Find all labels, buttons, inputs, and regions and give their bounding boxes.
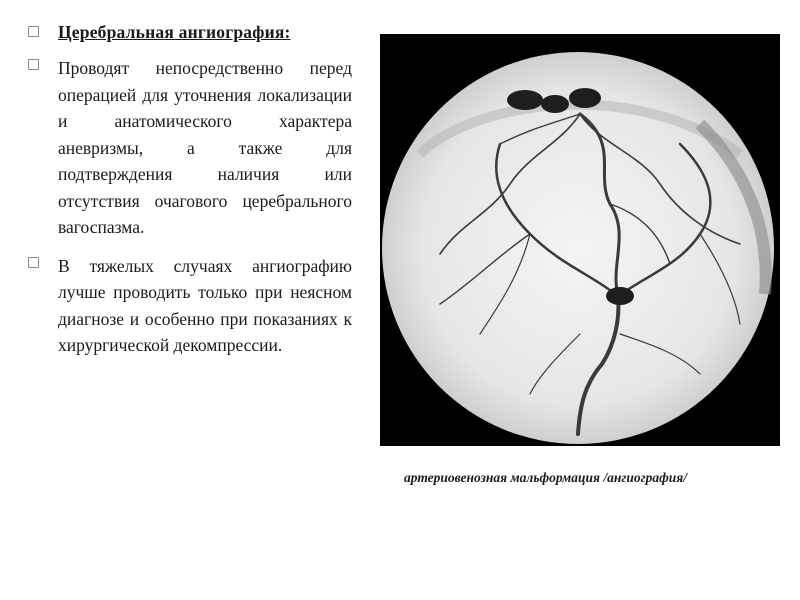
bullet-text: Проводят непосредственно перед операцией для уточнения локализации и анатомического характера аневризмы, а также для подтверждения наличия или отсутствия очагового церебрального вагоспазма. [58,58,352,237]
slide-heading: Церебральная ангиография: [58,22,291,42]
bullet-icon [28,257,39,268]
angiogram-illustration [380,34,780,446]
bullet-icon [28,26,39,37]
bullet-item-2 [28,253,352,359]
text-column [28,22,352,371]
bullet-text: В тяжелых случаях ангиографию лучше проводить только при неясном диагнозе и особенно при показаниях к хирургической декомпрессии. [58,255,352,355]
heading-row [28,22,352,43]
bullet-icon [28,59,39,70]
bullet-item-1 [28,55,352,241]
image-caption: артериовенозная мальформация /ангиография/ [404,470,687,485]
angiogram-image [380,34,780,446]
